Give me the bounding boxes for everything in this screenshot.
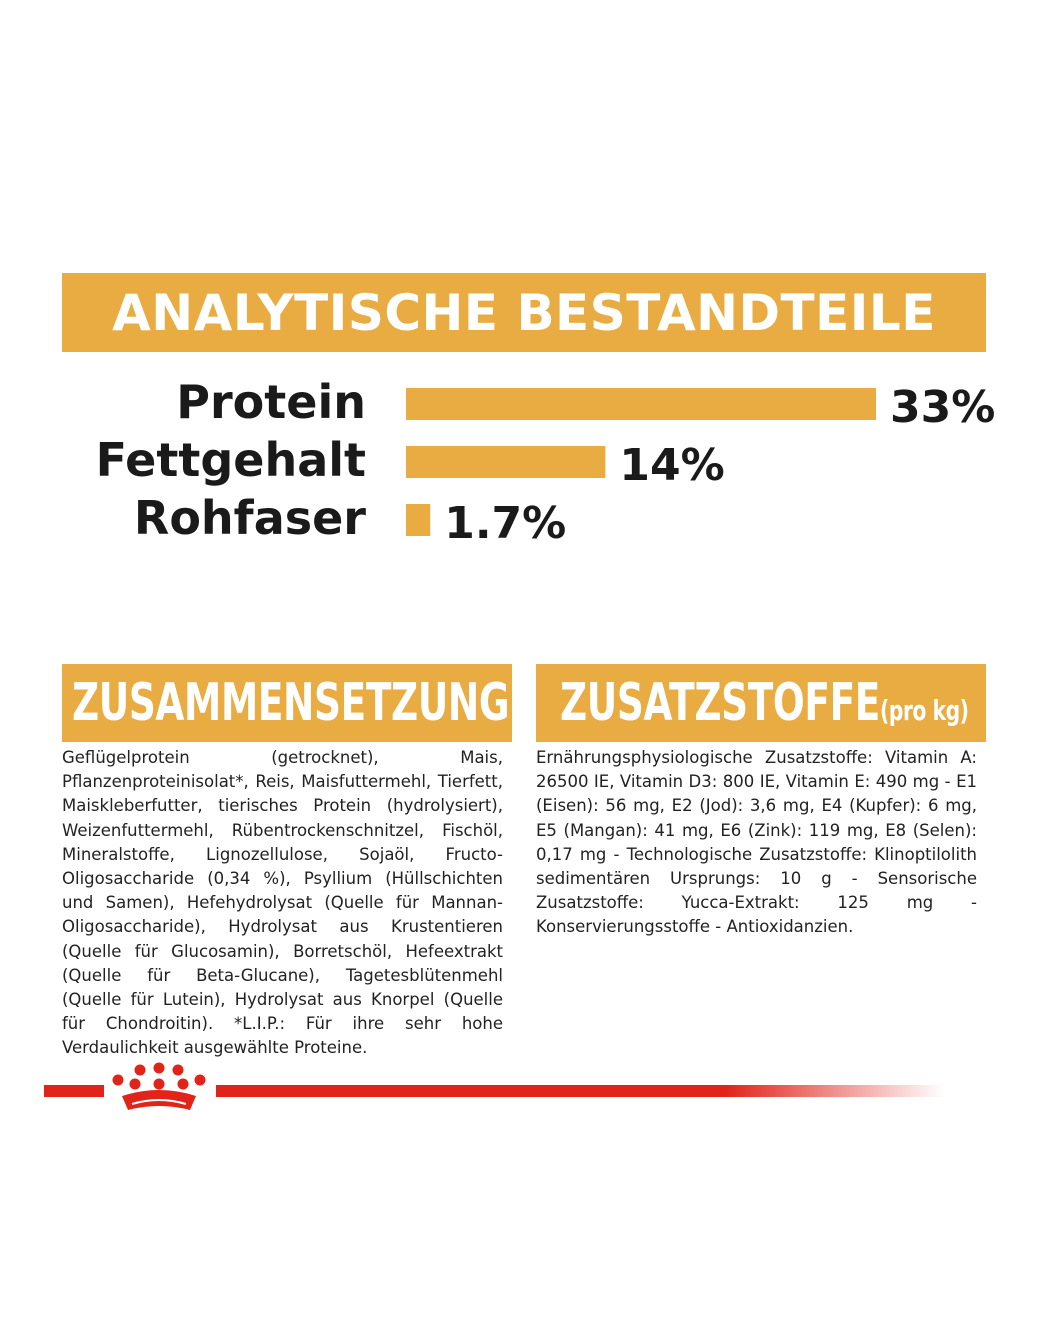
bar-fettgehalt xyxy=(406,446,605,478)
analytic-title: ANALYTISCHE BESTANDTEILE xyxy=(112,283,936,342)
royal-canin-crown-icon xyxy=(108,1062,212,1118)
additives-text: Ernährungsphysiologische Zusatzstoffe: Vitamin A: 26500 IE, Vitamin D3: 800 IE, Vitamin E: 490 mg - E1 (Eisen): 56 mg, E2 (Jod): 3,6 mg, E4 (Kupfer): 6 mg, E5 (Mangan): 41 mg, E6 (Zink): 119 mg, E8 (Selen): 0,17 mg - Technologische Zusatzstoffe: Klinoptilolith sedimentären Ursprungs: 10 g - Sensorische Zusatzstoffe: Yucca-Extrakt: 125 mg - Konservierungsstoffe - Antioxidanzien. xyxy=(536,748,977,937)
bar-label-protein: Protein xyxy=(176,375,366,429)
additives-title-wrap xyxy=(560,673,969,733)
nutrient-bar-chart xyxy=(0,370,1049,560)
bar-value-fettgehalt: 14% xyxy=(619,440,725,491)
bar-protein xyxy=(406,388,876,420)
bar-label-rohfaser: Rohfaser xyxy=(133,491,366,545)
additives-title: ZUSATZSTOFFE xyxy=(560,673,881,733)
analytic-banner xyxy=(62,273,986,352)
bar-rohfaser xyxy=(406,504,430,536)
bar-value-protein: 33% xyxy=(890,382,996,433)
composition-title: ZUSAMMENSETZUNG xyxy=(72,673,510,733)
composition-text: Geflügelprotein (getrocknet), Mais, Pflanzenproteinisolat*, Reis, Maisfuttermehl, Tierfett, Maiskleberfutter, tierisches Protein (hydrolysiert), Weizenfuttermehl, Rübentrockenschnitzel, Fischöl, Mineralstoffe, Lignozellulose, Sojaöl, Fructo-Oligosaccharide (0,34 %), Psyllium (Hüllschichten und Samen), Hefehydrolysat (Quelle für Mannan-Oligosaccharide), Hydrolysat aus Krustentieren (Quelle für Glucosamin), Borretschöl, Hefeextrakt (Quelle für Beta-Glucane), Tagetesblütenmehl (Quelle für Lutein), Hydrolysat aus Knorpel (Quelle für Chondroitin). *L.I.P.: Für ihre sehr hohe Verdaulichkeit ausgewählte Proteine. xyxy=(62,748,503,1058)
bar-label-fettgehalt: Fettgehalt xyxy=(95,433,366,487)
additives-title-suffix: (pro kg) xyxy=(880,694,969,727)
footer-line-left xyxy=(44,1085,104,1097)
additives-banner xyxy=(536,664,986,742)
bar-value-rohfaser: 1.7% xyxy=(444,498,567,549)
footer-line-right xyxy=(216,1085,944,1097)
composition-banner xyxy=(62,664,512,742)
